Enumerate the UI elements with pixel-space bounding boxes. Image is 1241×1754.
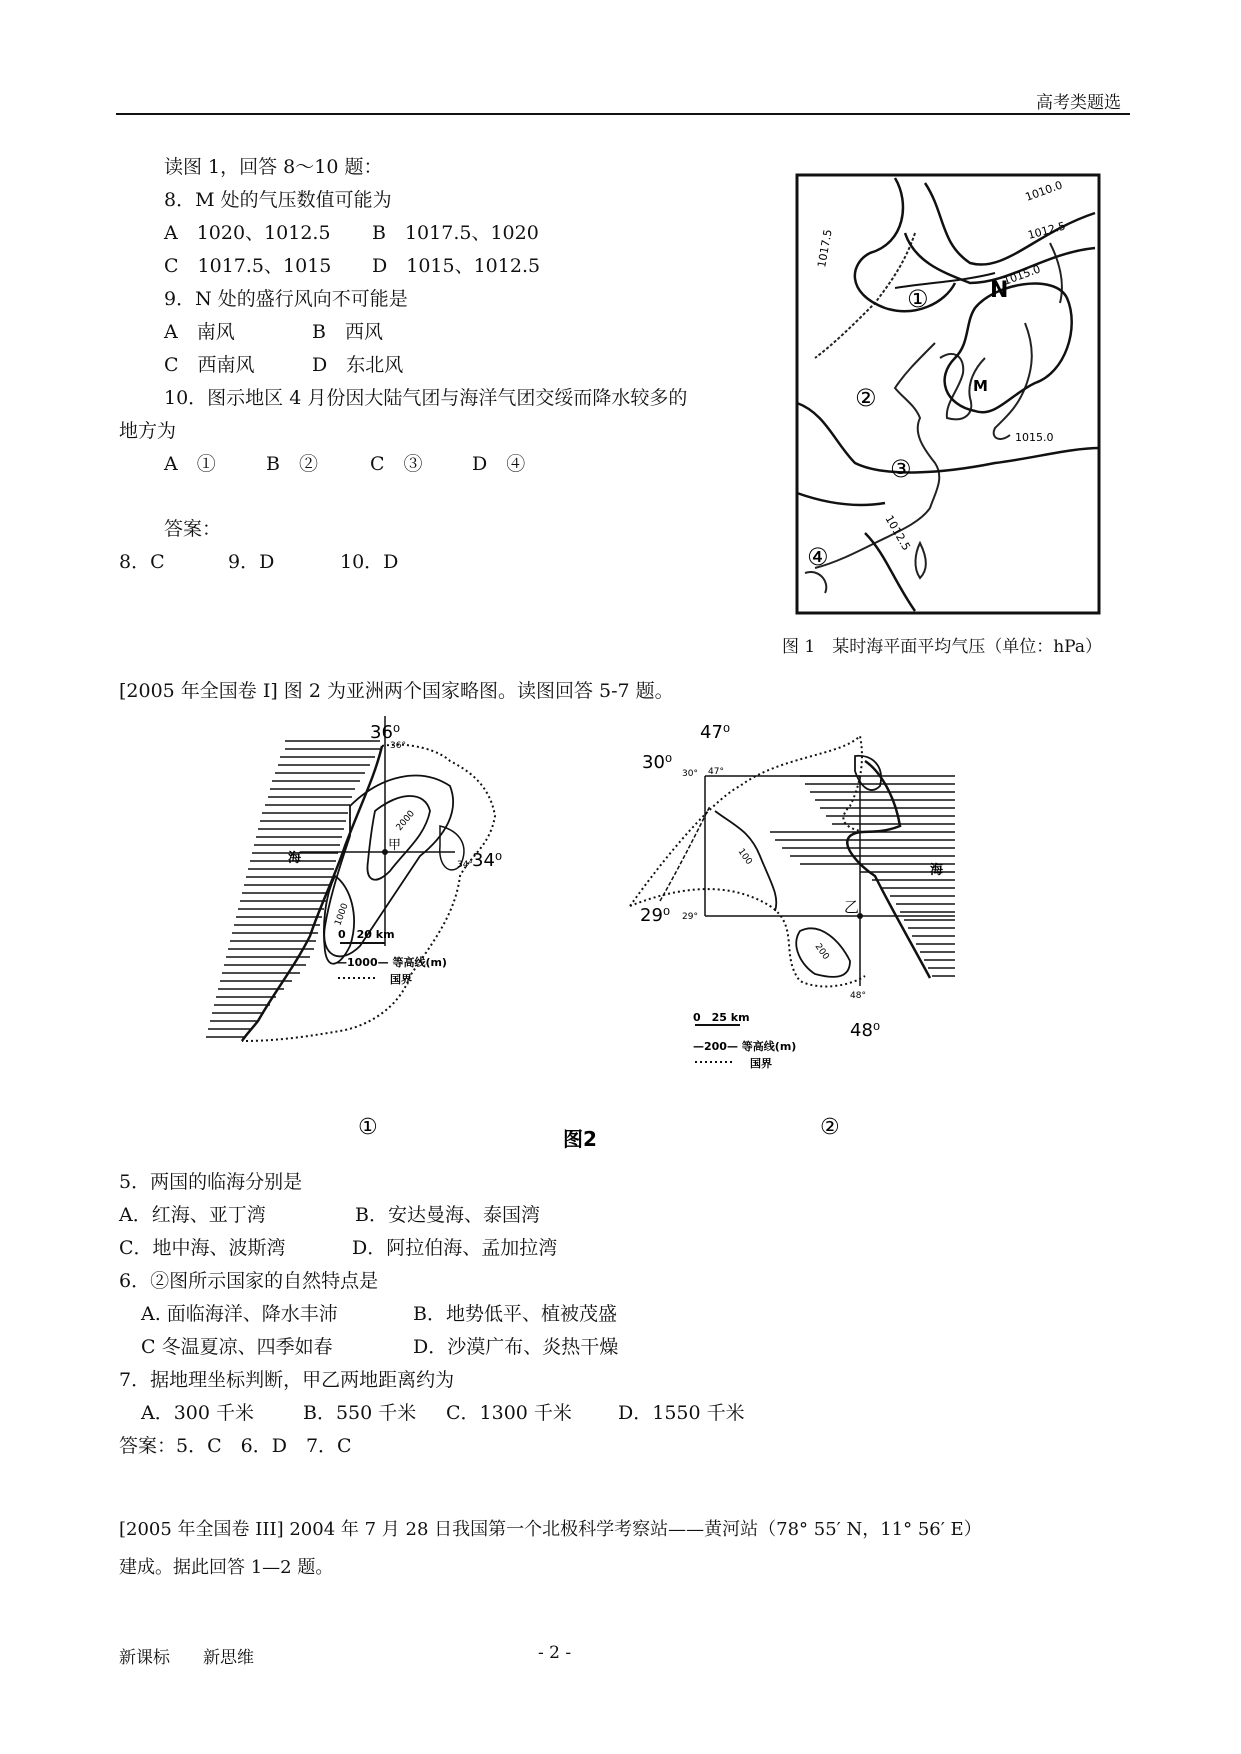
header-rule (116, 113, 1130, 115)
map2-lon-top-small: 47° (708, 767, 724, 777)
isobar-1015-south (797, 403, 1100, 472)
answer-10: 10．D (340, 551, 399, 573)
map2-contour-label-100: 100 (735, 846, 754, 867)
isobar-1012-5-north (905, 233, 1095, 283)
map2-lat-top-small: 30° (682, 769, 698, 779)
map2-scale-label: 0 25 km (693, 1011, 750, 1024)
isobar-label-1010: 1010.0 (1023, 178, 1065, 204)
map2-figure-label: ② (820, 1115, 840, 1140)
coastline-sakhalin (1050, 243, 1062, 303)
q5-option-a: A．红海、亚丁湾 (119, 1204, 266, 1226)
region-3-label: ③ (890, 455, 912, 483)
map1-sea-hatch (206, 741, 380, 1037)
map2-lon-top-label: 47⁰ (700, 722, 731, 743)
map2-lat-bottom-small: 29° (682, 912, 698, 922)
q8-option-a: A 1020、1012.5 (164, 222, 331, 244)
map1-lat-label: 34⁰ (472, 850, 503, 871)
q8-option-b: B 1017.5、1020 (372, 222, 539, 244)
map2-lon-bottom-small: 48° (850, 991, 866, 1001)
q7-option-a: A．300 千米 (141, 1402, 255, 1424)
block1-intro: 读图 1，回答 8～10 题： (164, 156, 383, 178)
isobar-1015-west (797, 493, 885, 505)
q6-option-a: A. 面临海洋、降水丰沛 (141, 1303, 338, 1325)
block2-intro: [2005 年全国卷 I] 图 2 为亚洲两个国家略图。读图回答 5-7 题。 (119, 680, 674, 702)
map2-contour-edge (660, 806, 710, 901)
q7-stem: 7．据地理坐标判断，甲乙两地距离约为 (119, 1369, 455, 1391)
coastline-taiwan (915, 543, 925, 578)
footer-left2: 新思维 (203, 1648, 254, 1668)
map1-contour-label-2000: 2000 (394, 808, 418, 833)
q7-option-b: B．550 千米 (303, 1402, 417, 1424)
q6-option-b: B．地势低平、植被茂盛 (413, 1303, 617, 1325)
map2 (630, 722, 955, 1140)
q10-stem-line2: 地方为 (119, 420, 177, 442)
map1 (206, 716, 502, 1140)
q7-option-d: D．1550 千米 (618, 1402, 745, 1424)
map2-sea-label: 海 (930, 863, 944, 878)
isobar-label-1012-5-south: 1012.5 (882, 513, 913, 553)
map1-legend-border: 国界 (390, 973, 412, 986)
q5-option-c: C．地中海、波斯湾 (119, 1237, 286, 1259)
answer-8: 8．C (119, 551, 165, 573)
map2-legend-border: 国界 (750, 1057, 772, 1070)
q5-stem: 5．两国的临海分别是 (119, 1171, 303, 1193)
map2-contour-label-200: 200 (812, 941, 831, 962)
q10-stem-line1: 10．图示地区 4 月份因大陆气团与海洋气团交绥而降水较多的 (164, 387, 688, 409)
isobar-label-1017-5: 1017.5 (815, 228, 835, 269)
q9-option-b: B 西风 (312, 321, 383, 343)
map1-lon-small: 36° (390, 741, 406, 751)
map2-border-south (630, 889, 865, 986)
q9-option-d: D 东北风 (312, 354, 404, 376)
q5-option-d: D．阿拉伯海、孟加拉湾 (352, 1237, 558, 1259)
point-n-label: N (990, 278, 1009, 303)
figure1-caption: 图 1 某时海平面平均气压（单位：hPa） (782, 637, 1102, 657)
q10-option-b: B ② (266, 453, 318, 475)
q8-stem: 8．M 处的气压数值可能为 (164, 189, 392, 211)
q6-option-c: C 冬温夏凉、四季如春 (141, 1336, 333, 1358)
q10-option-c: C ③ (370, 453, 423, 475)
isobar-label-1012-5: 1012.5 (1026, 219, 1067, 242)
figure2-country-maps (160, 716, 990, 1156)
figure2-title: 图2 (563, 1127, 597, 1151)
isobar-1017-5 (855, 178, 955, 311)
q5-option-b: B．安达曼海、泰国湾 (355, 1204, 540, 1226)
coastline-japan (994, 323, 1032, 439)
map1-scale-label: 0 20 km (338, 928, 395, 941)
coastline-hainan (805, 572, 826, 593)
map2-lon-bottom-label: 48⁰ (850, 1020, 881, 1041)
footer-page-number: - 2 - (538, 1643, 572, 1663)
coastline-china (815, 343, 939, 568)
q6-stem: 6．②图所示国家的自然特点是 (119, 1270, 379, 1292)
map1-point-label: 甲 (388, 838, 402, 853)
q9-stem: 9．N 处的盛行风向不可能是 (164, 288, 408, 310)
figure1-pressure-map (795, 173, 1103, 615)
block3-line2: 建成。据此回答 1—2 题。 (119, 1557, 334, 1578)
point-m-label: M (973, 377, 988, 395)
map1-figure-label: ① (358, 1115, 378, 1140)
q8-option-c: C 1017.5、1015 (164, 255, 332, 277)
map2-lat-bottom-label: 29⁰ (640, 905, 671, 926)
region-1-label: ① (907, 285, 929, 313)
header-title: 高考类题选 (1036, 93, 1121, 113)
q7-option-c: C．1300 千米 (446, 1402, 572, 1424)
isobar-label-1015-south: 1015.0 (1015, 431, 1054, 444)
block2-answer: 答案：5．C 6．D 7．C (119, 1435, 352, 1457)
answer-label: 答案： (164, 518, 222, 540)
region-4-label: ④ (807, 543, 829, 571)
map2-legend-contour: —200— 等高线(m) (693, 1040, 797, 1053)
footer-left1: 新课标 (119, 1648, 170, 1668)
q10-option-a: A ① (164, 453, 216, 475)
q10-option-d: D ④ (472, 453, 526, 475)
block3-line1: [2005 年全国卷 III] 2004 年 7 月 28 日我国第一个北极科学考察站——黄河站（78° 55′ N，11° 56′ E） (119, 1519, 982, 1540)
map1-lat-small: 34° (457, 860, 473, 870)
q8-option-d: D 1015、1012.5 (372, 255, 541, 277)
map1-lon-label: 36⁰ (370, 722, 401, 743)
map2-lat-top-label: 30⁰ (642, 752, 673, 773)
isobar-label-1015-north: 1015.0 (1001, 262, 1043, 288)
map1-sea-label: 海 (288, 851, 302, 866)
map1-legend-contour: —1000— 等高线(m) (336, 956, 447, 969)
map2-sea-hatch (770, 776, 955, 976)
map1-contour-label-1000: 1000 (333, 902, 351, 928)
map2-point-label: 乙 (844, 898, 860, 916)
q9-option-a: A 南风 (164, 321, 235, 343)
answer-9: 9．D (228, 551, 275, 573)
q6-option-d: D．沙漠广布、炎热干燥 (413, 1336, 619, 1358)
q9-option-c: C 西南风 (164, 354, 255, 376)
region-2-label: ② (855, 384, 877, 412)
